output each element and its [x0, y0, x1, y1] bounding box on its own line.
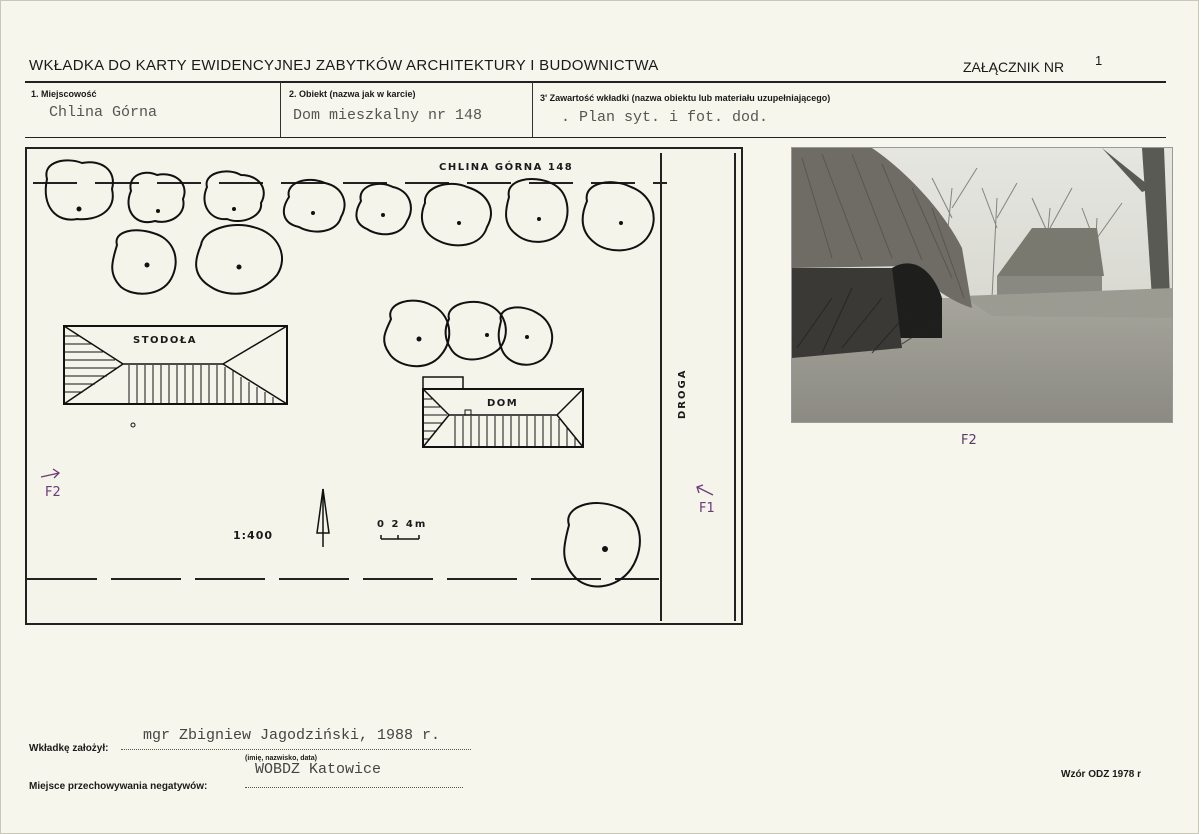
tree	[204, 171, 263, 221]
created-by-line	[121, 749, 471, 750]
photo-caption: F2	[961, 433, 977, 448]
tree	[422, 184, 491, 246]
tree	[384, 301, 449, 367]
tree	[583, 182, 654, 250]
photo-image	[792, 148, 1173, 423]
contents-label: 3' Zawartość wkładki (nazwa obiektu lub materiału uzupełniającego)	[540, 93, 831, 103]
f2-marker-label: F2	[45, 485, 61, 500]
house-label: DOM	[487, 398, 519, 409]
well-marker	[131, 423, 135, 427]
north-arrow-icon	[317, 489, 329, 547]
negatives-storage-value: WOBDZ Katowice	[255, 761, 382, 778]
house-building	[423, 377, 583, 447]
plan-address-label: CHLINA GÓRNA 148	[439, 162, 574, 173]
tree-centers	[77, 207, 624, 553]
tree	[356, 184, 411, 234]
locality-value: Chlina Górna	[49, 104, 158, 121]
scale-bar-label: 0 2 4m	[377, 519, 428, 530]
scale-ratio: 1:400	[233, 529, 274, 542]
site-plan	[25, 147, 743, 625]
field-divider-1	[280, 82, 281, 137]
header-bottom-rule	[25, 137, 1166, 138]
annex-number: 1	[1095, 53, 1103, 68]
header-top-rule	[25, 81, 1166, 83]
object-value: Dom mieszkalny nr 148	[293, 107, 483, 124]
locality-label: 1. Miejscowość	[31, 89, 97, 99]
created-by-value: mgr Zbigniew Jagodziński, 1988 r.	[143, 727, 441, 744]
tree	[112, 230, 175, 293]
scale-bar	[381, 535, 419, 539]
f2-view-arrow-icon	[41, 469, 59, 478]
field-divider-2	[532, 82, 533, 137]
site-plan-drawing	[27, 149, 741, 623]
f1-marker-label: F1	[699, 501, 715, 516]
created-by-label: Wkładkę założył:	[29, 743, 109, 754]
object-label: 2. Obiekt (nazwa jak w karcie)	[289, 89, 416, 99]
tree	[506, 179, 567, 242]
tree	[284, 180, 345, 232]
road-label: DROGA	[677, 368, 688, 419]
f1-view-arrow-icon	[697, 485, 713, 495]
tree	[128, 173, 184, 222]
tree	[564, 503, 640, 586]
tree	[196, 225, 282, 294]
annex-label: ZAŁĄCZNIK NR	[963, 59, 1065, 75]
negatives-storage-line	[245, 787, 463, 788]
contents-value: . Plan syt. i fot. dod.	[561, 109, 769, 126]
tree	[446, 302, 506, 360]
barn-label: STODOŁA	[133, 335, 197, 346]
negatives-storage-label: Miejsce przechowywania negatywów:	[29, 781, 208, 792]
photo-f2	[791, 147, 1173, 423]
created-by-hint: (imię, nazwisko, data)	[245, 755, 317, 762]
form-model-label: Wzór ODZ 1978 r	[1061, 769, 1142, 780]
form-title: WKŁADKA DO KARTY EWIDENCYJNEJ ZABYTKÓW ARCHITEKTURY I BUDOWNICTWA	[29, 57, 659, 74]
